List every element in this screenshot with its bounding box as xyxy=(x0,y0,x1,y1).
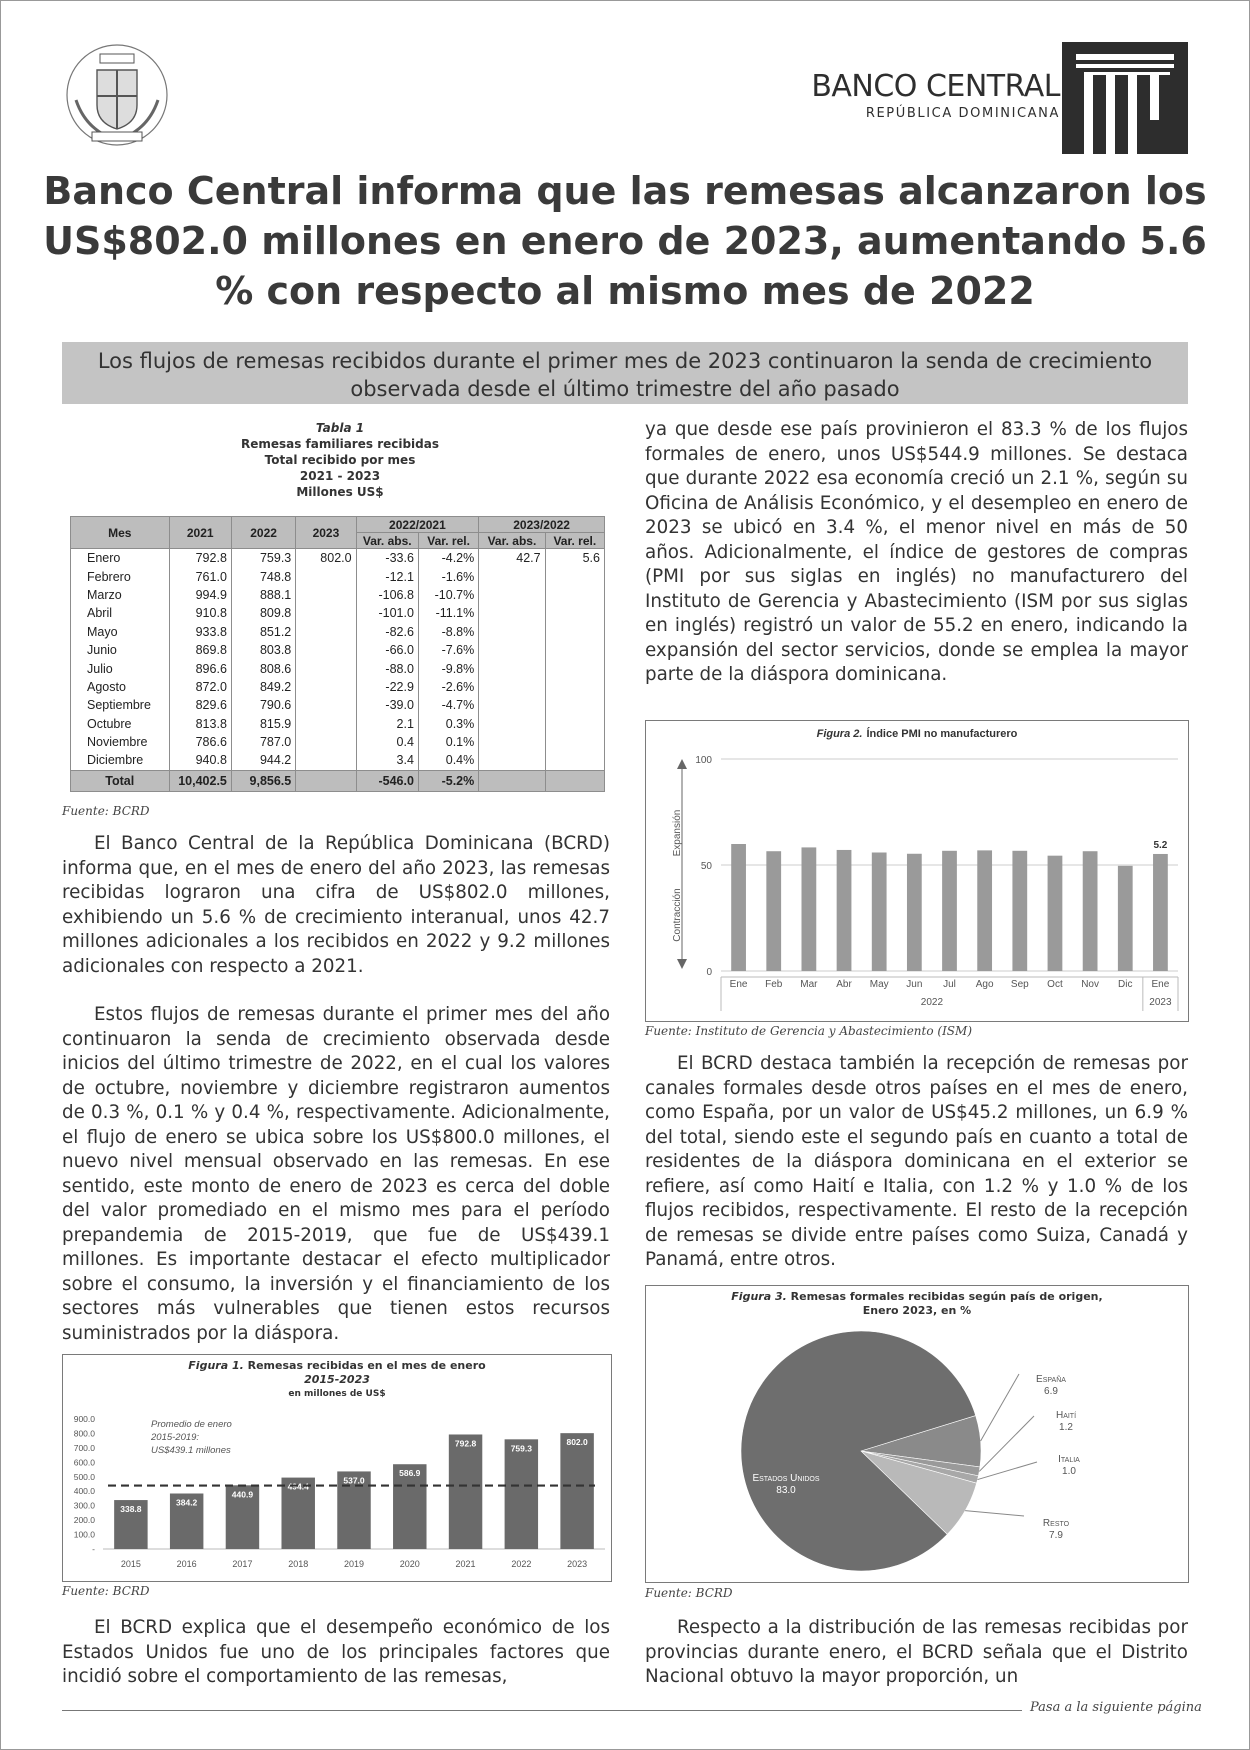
table-cell-value xyxy=(479,733,545,751)
x-tick-label: 2021 xyxy=(455,1559,476,1569)
table-cell-value: -101.0 xyxy=(356,604,418,622)
y-tick-label: 0 xyxy=(706,967,712,978)
table-cell-month: Octubre xyxy=(71,715,170,733)
figure-3-title-line2: Enero 2023, en % xyxy=(862,1304,972,1317)
table-cell-value xyxy=(479,678,545,696)
table-source: Fuente: BCRD xyxy=(62,804,150,818)
table-cell-value xyxy=(296,567,356,585)
figure-2-chart xyxy=(646,721,1188,1021)
table-cell-value: 910.8 xyxy=(169,604,231,622)
bar xyxy=(1012,851,1027,971)
col-header-2021: 2021 xyxy=(169,517,231,549)
table-cell-value xyxy=(296,696,356,714)
figure-1-chart xyxy=(63,1355,611,1581)
figure-2-title xyxy=(817,727,1018,740)
table-total-row xyxy=(71,770,605,791)
table-caption xyxy=(215,420,465,500)
pie-slice-label: Haití xyxy=(1055,1410,1077,1421)
table-cell-value xyxy=(479,604,545,622)
table-row xyxy=(71,715,605,733)
bar xyxy=(977,850,992,971)
table-cell-value: 792.8 xyxy=(169,549,231,568)
table-cell-value: 869.8 xyxy=(169,641,231,659)
reference-line-label: Promedio de enero xyxy=(151,1419,232,1430)
table-cell-value: 829.6 xyxy=(169,696,231,714)
table-cell-month: Mayo xyxy=(71,623,170,641)
table-cell-value xyxy=(545,586,604,604)
table-cell-value: -2.6% xyxy=(418,678,478,696)
col-header-month: Mes xyxy=(71,517,170,549)
table-cell-month: Julio xyxy=(71,659,170,677)
year-label: 2022 xyxy=(920,997,944,1008)
table-cell-month: Febrero xyxy=(71,567,170,585)
bar-value-label: 586.9 xyxy=(399,1468,421,1479)
figure-3-chart xyxy=(646,1286,1188,1582)
x-tick-label: Ene xyxy=(729,979,748,990)
y-tick-label: 500.0 xyxy=(73,1471,95,1482)
paragraph-us-share: ya que desde ese país provinieron el 83.3 % de los flujos formales de enero, unos US$544.9 millones. Se destaca que durante 2022 esa economía creció un 2.1 %, según su Oficina de Análisis Económico, y el desempleo en enero de 2023 se ubicó en 3.4 %, el menor nivel en más de 50 años. Adicionalmente, el índice de gestores de compras (PMI por sus siglas en inglés) no manufacturero del Instituto de Gerencia y Abastecimiento (ISM por sus siglas en inglés) registró un valor de 55.2 en enero, indicando la expansión del sector servicios, donde se emplea la mayor parte de la diáspora dominicana. xyxy=(645,419,1188,685)
table-cell-value: 5.6 xyxy=(545,549,604,568)
x-tick-label: 2017 xyxy=(232,1559,253,1569)
table-caption-line: Total recibido por mes xyxy=(264,453,416,467)
table-cell-value xyxy=(479,586,545,604)
table-cell-value: -4.7% xyxy=(418,696,478,714)
axis-label-expansion: Expansión xyxy=(672,809,683,857)
table-caption-line: Millones US$ xyxy=(296,485,384,499)
table-cell-value xyxy=(296,678,356,696)
table-cell-value: 0.4% xyxy=(418,751,478,770)
bar xyxy=(1153,854,1168,971)
table-cell-value xyxy=(296,641,356,659)
table-row xyxy=(71,549,605,568)
figure-2-source: Fuente: Instituto de Gerencia y Abastecimiento (ISM) xyxy=(645,1024,972,1038)
table-cell-value: -33.6 xyxy=(356,549,418,568)
table-cell-month: Agosto xyxy=(71,678,170,696)
pie-slice-value: 1.0 xyxy=(1062,1466,1076,1477)
table-cell-value: 9,856.5 xyxy=(231,770,295,791)
pie-slice-value: 7.9 xyxy=(1049,1530,1063,1541)
table-cell-month: Abril xyxy=(71,604,170,622)
y-tick-label: 600.0 xyxy=(73,1457,95,1468)
paragraph-flows: Estos flujos de remesas durante el primer mes del año continuaron la senda de crecimiento observada desde inicios del último trimestre de 2022, en el cual los valores de octubre, noviembre y diciembre registraron aumentos de 0.3 %, 0.1 % y 0.4 %, respectivamente. Adicionalmente, el flujo de enero se ubica sobre los US$800.0 millones, el nuevo nivel mensual observado en las remesas. En ese sentido, este monto de enero de 2023 es cerca del doble del valor promediado en el mismo mes para el período prepandemia de 2015-2019, que fue de US$439.1 millones. Es importante destacar el efecto multiplicador sobre el consumo, la inversión y el financiamiento de los sectores más vulnerables que tienen estos recursos suministrados por la diáspora. xyxy=(62,1004,610,1344)
figure-2-prefix: Figura 2. xyxy=(816,728,863,740)
bar-value-label: 440.9 xyxy=(231,1489,254,1500)
table-row xyxy=(71,567,605,585)
bar xyxy=(449,1434,482,1549)
table-cell-value xyxy=(479,567,545,585)
bar-value-label: 384.2 xyxy=(176,1497,198,1508)
table-cell-value xyxy=(545,678,604,696)
table-row xyxy=(71,586,605,604)
x-tick-label: Ago xyxy=(975,979,994,990)
y-tick-label: 200.0 xyxy=(73,1515,95,1526)
subtitle-banner: Los flujos de remesas recibidos durante el primer mes de 2023 continuaron la senda de crecimiento observada desde el último trimestre del año pasado xyxy=(62,342,1188,404)
table-row xyxy=(71,641,605,659)
table-cell-value: 933.8 xyxy=(169,623,231,641)
table-cell-value xyxy=(296,586,356,604)
year-label: 2023 xyxy=(1149,997,1172,1008)
table-cell-value: -88.0 xyxy=(356,659,418,677)
table-cell-value xyxy=(545,641,604,659)
table-cell-value xyxy=(545,696,604,714)
table-cell-value xyxy=(479,641,545,659)
bar xyxy=(907,854,922,971)
table-cell-value: 42.7 xyxy=(479,549,545,568)
page-title: Banco Central informa que las remesas alcanzaron los US$802.0 millones en enero de 2023, aumentando 5.6 % con respecto al mismo mes de 2022 xyxy=(43,169,1207,313)
x-tick-label: 2020 xyxy=(399,1559,420,1569)
paragraph-provinces: Respecto a la distribución de las remesas recibidas por provincias durante enero, el BCRD señala que el Distrito Nacional obtuvo la mayor proporción, un xyxy=(645,1617,1188,1687)
x-tick-label: Feb xyxy=(765,979,783,990)
y-tick-label: 100.0 xyxy=(73,1529,95,1540)
table-cell-value: 849.2 xyxy=(231,678,295,696)
pie-slice-label: Italia xyxy=(1058,1454,1080,1465)
table-cell-value xyxy=(296,623,356,641)
table-caption-line: 2021 - 2023 xyxy=(299,469,381,483)
figure-1-source: Fuente: BCRD xyxy=(62,1584,150,1598)
table-cell-month: Diciembre xyxy=(71,751,170,770)
y-tick-label: 800.0 xyxy=(73,1428,95,1439)
x-tick-label: Jul xyxy=(943,979,956,990)
table-row xyxy=(71,733,605,751)
table-cell-value: -1.6% xyxy=(418,567,478,585)
bar-value-label: 338.8 xyxy=(120,1504,142,1515)
y-tick-label: - xyxy=(92,1544,95,1554)
pie-slice-label: Resto xyxy=(1042,1518,1070,1529)
axis-label-contraction: Contracción xyxy=(672,888,683,942)
pie-slice-value: 83.0 xyxy=(776,1485,796,1496)
table-cell-value: 761.0 xyxy=(169,567,231,585)
table-cell-value xyxy=(545,659,604,677)
x-tick-label: 2022 xyxy=(511,1559,532,1569)
table-cell-value: -8.8% xyxy=(418,623,478,641)
table-cell-value: 790.6 xyxy=(231,696,295,714)
table-cell-value: -9.8% xyxy=(418,659,478,677)
table-caption-title: Tabla 1 xyxy=(315,421,365,435)
figure-3-box xyxy=(645,1285,1189,1583)
table-caption-line: Remesas familiares recibidas xyxy=(240,437,440,451)
col-header-2022: 2022 xyxy=(231,517,295,549)
reference-line-label: US$439.1 millones xyxy=(151,1445,231,1456)
figure-3-prefix: Figura 3. xyxy=(731,1290,787,1303)
table-cell-value: -5.2% xyxy=(418,770,478,791)
paragraph-us-economy: El BCRD explica que el desempeño económico de los Estados Unidos fue uno de los principales factores que incidió sobre el comportamiento de las remesas, xyxy=(62,1617,610,1687)
pie-leader-line xyxy=(979,1416,1034,1471)
table-cell-value: 786.6 xyxy=(169,733,231,751)
table-cell-value: -4.2% xyxy=(418,549,478,568)
y-tick-label: 50 xyxy=(700,861,712,872)
table-cell-value: 3.4 xyxy=(356,751,418,770)
col-group-2023-2022: 2023/2022 xyxy=(479,517,605,533)
bar xyxy=(505,1439,538,1549)
table-cell-value xyxy=(479,623,545,641)
bar xyxy=(731,844,746,971)
bar xyxy=(766,851,781,971)
reference-line-label: 2015-2019: xyxy=(151,1432,200,1443)
table-cell-value xyxy=(296,715,356,733)
bar xyxy=(802,847,817,971)
pie-slice-value: 1.2 xyxy=(1059,1422,1073,1433)
table-row xyxy=(71,696,605,714)
arrow-up-icon xyxy=(677,759,687,769)
table-cell-value: -39.0 xyxy=(356,696,418,714)
x-tick-label: Nov xyxy=(1081,979,1100,990)
figure-2-box xyxy=(645,720,1189,1022)
table-cell-value: 808.6 xyxy=(231,659,295,677)
figure-1-prefix: Figura 1. xyxy=(188,1359,244,1372)
columns-building-icon xyxy=(1062,42,1188,154)
table-cell-month: Junio xyxy=(71,641,170,659)
x-tick-label: 2015 xyxy=(120,1559,141,1569)
x-tick-label: May xyxy=(869,979,889,990)
table-cell-month: Total xyxy=(71,770,170,791)
table-cell-value: 2.1 xyxy=(356,715,418,733)
table-cell-value xyxy=(479,659,545,677)
table-cell-value xyxy=(545,567,604,585)
figure-3-source: Fuente: BCRD xyxy=(645,1586,733,1600)
table-cell-value xyxy=(479,696,545,714)
bar-value-label: 802.0 xyxy=(566,1437,588,1448)
col-header-var-rel: Var. rel. xyxy=(545,533,604,549)
bank-logo-text xyxy=(811,70,1060,121)
y-tick-label: 100 xyxy=(695,755,712,766)
table-cell-month: Noviembre xyxy=(71,733,170,751)
table-cell-value xyxy=(479,715,545,733)
table-row xyxy=(71,751,605,770)
col-header-var-abs: Var. abs. xyxy=(356,533,418,549)
x-tick-label: Abr xyxy=(836,979,852,990)
x-tick-label: 2023 xyxy=(567,1559,588,1569)
table-row xyxy=(71,678,605,696)
col-header-2023: 2023 xyxy=(296,517,356,549)
table-cell-value: 787.0 xyxy=(231,733,295,751)
col-header-var-abs: Var. abs. xyxy=(479,533,545,549)
table-cell-value: 813.8 xyxy=(169,715,231,733)
table-cell-value: 888.1 xyxy=(231,586,295,604)
table-cell-value xyxy=(545,770,604,791)
table-cell-value xyxy=(296,733,356,751)
bank-country: REPÚBLICA DOMINICANA xyxy=(865,106,1060,121)
table-cell-value xyxy=(296,751,356,770)
pie-slice-label: España xyxy=(1036,1374,1066,1385)
x-tick-label: Oct xyxy=(1047,979,1063,990)
table-cell-value xyxy=(545,733,604,751)
table-cell-value: 759.3 xyxy=(231,549,295,568)
col-header-var-rel: Var. rel. xyxy=(418,533,478,549)
table-cell-value: -12.1 xyxy=(356,567,418,585)
table-cell-value: -11.1% xyxy=(418,604,478,622)
table-cell-value xyxy=(296,659,356,677)
figure-1-title-text: Remesas recibidas en el mes de enero xyxy=(247,1359,486,1372)
table-cell-value: 944.2 xyxy=(231,751,295,770)
x-tick-label: Ene xyxy=(1151,979,1170,990)
bar-value-label: 792.8 xyxy=(454,1438,477,1449)
table-cell-value: 0.3% xyxy=(418,715,478,733)
bar-value-label: 759.3 xyxy=(510,1443,532,1454)
pie-slice-value: 6.9 xyxy=(1044,1386,1058,1397)
bar xyxy=(872,852,887,971)
table-cell-value: 748.8 xyxy=(231,567,295,585)
table-cell-month: Marzo xyxy=(71,586,170,604)
next-page-note: Pasa a la siguiente página xyxy=(1030,1700,1202,1715)
y-tick-label: 900.0 xyxy=(73,1414,95,1424)
table-cell-value: 872.0 xyxy=(169,678,231,696)
x-tick-label: 2016 xyxy=(176,1559,197,1569)
bar xyxy=(1118,866,1133,971)
table-cell-value: -66.0 xyxy=(356,641,418,659)
table-cell-value: 815.9 xyxy=(231,715,295,733)
bank-name: BANCO CENTRAL xyxy=(811,69,1060,104)
x-tick-label: 2019 xyxy=(343,1559,365,1569)
table-row xyxy=(71,659,605,677)
footer-rule xyxy=(62,1710,1022,1711)
table-cell-value xyxy=(296,770,356,791)
table-cell-value xyxy=(545,715,604,733)
table-cell-value xyxy=(545,623,604,641)
figure-1-box xyxy=(62,1354,612,1582)
table-cell-value: -546.0 xyxy=(356,770,418,791)
pie-slice-label: Estados Unidos xyxy=(752,1473,820,1484)
y-tick-label: 300.0 xyxy=(73,1500,95,1511)
pie-leader-line xyxy=(965,1511,1024,1516)
y-tick-label: 400.0 xyxy=(73,1486,95,1497)
table-cell-value: -22.9 xyxy=(356,678,418,696)
table-cell-value: 940.8 xyxy=(169,751,231,770)
bar-value-label: 494.4 xyxy=(287,1481,309,1492)
paragraph-other-countries: El BCRD destaca también la recepción de remesas por canales formales desde otros países en el mes de enero, como España, por un valor de US$45.2 millones, un 6.9 % del total, siendo este el segundo país en cuanto a total de residentes de la diáspora dominicana en el exterior se refiere, así como Haití e Italia, con 1.2 % y 1.0 % de los flujos recibidos, respectivamente. El resto de la recepción de remesas se divide entre países como Suiza, Canadá y Panamá, entre otros. xyxy=(645,1053,1188,1270)
col-group-2022-2021: 2022/2021 xyxy=(356,517,479,533)
figure-2-title-text: Índice PMI no manufacturero xyxy=(866,728,1018,740)
table-cell-value: 994.9 xyxy=(169,586,231,604)
x-tick-label: 2018 xyxy=(288,1559,309,1569)
x-tick-label: Sep xyxy=(1010,979,1029,990)
remittances-table xyxy=(70,516,605,792)
table-cell-value xyxy=(545,604,604,622)
bar xyxy=(560,1433,593,1549)
paragraph-intro: El Banco Central de la República Dominicana (BCRD) informa que, en el mes de enero del año 2023, las remesas recibidas lograron una cifra de US$802.0 millones, exhibiendo un 5.6 % de crecimiento interanual, unos 42.7 millones adicionales a los recibidos en 2022 y 9.2 millones adicionales con respecto a 2021. xyxy=(62,833,610,977)
arrow-down-icon xyxy=(677,959,687,969)
figure-1-units: en millones de US$ xyxy=(288,1389,386,1399)
pie-leader-line xyxy=(981,1374,1019,1441)
bar xyxy=(942,851,957,971)
table-cell-value: 896.6 xyxy=(169,659,231,677)
x-tick-label: Jun xyxy=(906,979,923,990)
table-cell-value xyxy=(545,751,604,770)
x-tick-label: Mar xyxy=(800,979,818,990)
table-cell-value: -106.8 xyxy=(356,586,418,604)
table-cell-value: -82.6 xyxy=(356,623,418,641)
figure-3-title-text: Remesas formales recibidas según país de origen, xyxy=(790,1290,1103,1303)
table-row xyxy=(71,623,605,641)
bar xyxy=(1083,851,1098,971)
figure-1-subtitle: 2015-2023 xyxy=(304,1373,370,1386)
table-cell-value xyxy=(296,604,356,622)
coat-of-arms-icon xyxy=(62,40,172,150)
table-cell-value: 0.1% xyxy=(418,733,478,751)
table-cell-value: -7.6% xyxy=(418,641,478,659)
y-tick-label: 700.0 xyxy=(73,1442,95,1453)
table-cell-value: 803.8 xyxy=(231,641,295,659)
x-tick-label: Dic xyxy=(1118,979,1133,990)
table-cell-value: 0.4 xyxy=(356,733,418,751)
table-cell-value: 10,402.5 xyxy=(169,770,231,791)
table-cell-value xyxy=(479,770,545,791)
table-cell-value: 851.2 xyxy=(231,623,295,641)
table-cell-value: 809.8 xyxy=(231,604,295,622)
table-cell-value xyxy=(479,751,545,770)
table-cell-value: -10.7% xyxy=(418,586,478,604)
table-cell-month: Septiembre xyxy=(71,696,170,714)
bar xyxy=(1048,856,1063,971)
table-row xyxy=(71,604,605,622)
bar-value-label: 537.0 xyxy=(343,1475,365,1486)
last-value-label: 5.2 xyxy=(1153,839,1168,851)
bar xyxy=(837,850,852,971)
table-cell-value: 802.0 xyxy=(296,549,356,568)
table-cell-month: Enero xyxy=(71,549,170,568)
